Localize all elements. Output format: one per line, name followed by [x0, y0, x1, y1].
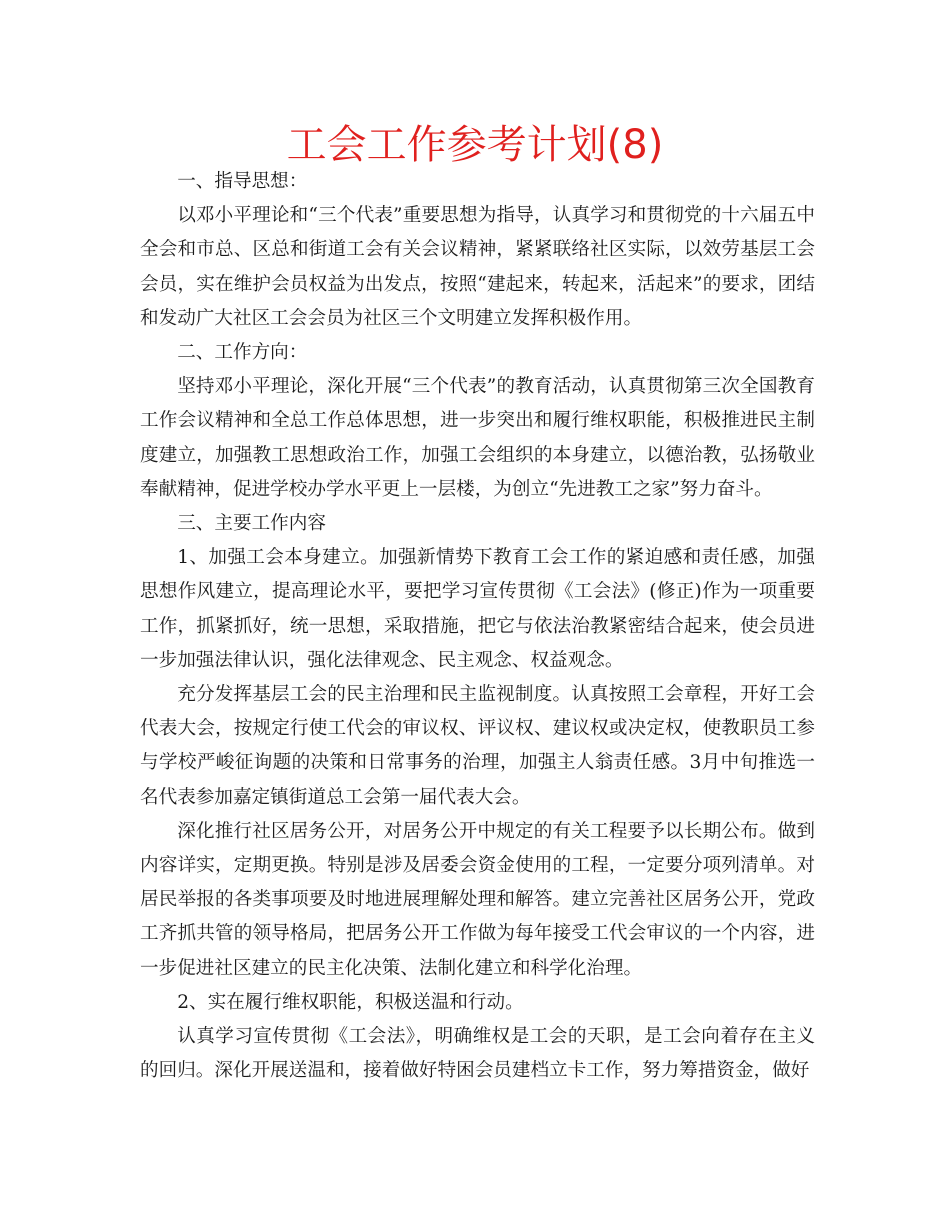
section-heading-main-work: 三、主要工作内容	[177, 513, 326, 535]
section-heading-guiding-thought: 一、指导思想：	[177, 171, 308, 192]
paragraph: 认真学习宣传贯彻《工会法》，明确维权是工会的天职，是工会向着存在主义的回归。深化开展送温和，接着做好特困会员建档立卡工作，努力筹措资金，做好	[140, 1026, 815, 1082]
paragraph: 1、加强工会本身建立。加强新情势下教育工会工作的紧迫感和责任感，加强思想作风建立，提高理论水平，要把学习宣传贯彻《工会法》(修正)作为一项重要工作，抓紧抓好，统一思想，采取措施，把它与依法治教紧密结合起来，使会员进一步加强法律认识，强化法律观念、民主观念、权益观念。	[140, 547, 815, 671]
document-body	[140, 165, 815, 1088]
paragraph: 充分发挥基层工会的民主治理和民主监视制度。认真按照工会章程，开好工会代表大会，按规定行使工代会的审议权、评议权、建议权或决定权，使教职员工参与学校严峻征询题的决策和日常事务的治理，加强主人翁责任感。3月中旬推选一名代表参加嘉定镇街道总工会第一届代表大会。	[140, 684, 815, 808]
subsection-heading: 2、实在履行维权职能，积极送温和行动。	[177, 991, 524, 1013]
paragraph: 深化推行社区居务公开，对居务公开中规定的有关工程要予以长期公布。做到内容详实，定期更换。特别是涉及居委会资金使用的工程，一定要分项列清单。对居民举报的各类事项要及时地进展理解处理和解答。建立完善社区居务公开，党政工齐抓共管的领导格局，把居务公开工作做为每年接受工代会审议的一个内容，进一步促进社区建立的民主化决策、法制化建立和科学化治理。	[140, 820, 815, 979]
paragraph: 以邓小平理论和“三个代表”重要思想为指导，认真学习和贯彻党的十六届五中全会和市总、区总和街道工会有关会议精神，紧紧联络社区实际，以效劳基层工会会员，实在维护会员权益为出发点，按照“建起来，转起来，活起来”的要求，团结和发动广大社区工会会员为社区三个文明建立发挥积极作用。	[140, 205, 815, 329]
paragraph: 坚持邓小平理论，深化开展“三个代表”的教育活动，认真贯彻第三次全国教育工作会议精神和全总工作总体思想，进一步突出和履行维权职能，积极推进民主制度建立，加强教工思想政治工作，加强工会组织的本身建立，以德治教，弘扬敬业奉献精神，促进学校办学水平更上一层楼，为创立“先进教工之家”努力奋斗。	[140, 376, 815, 500]
document-title: 工会工作参考计划(8)	[286, 122, 664, 168]
section-heading-work-direction: 二、工作方向：	[177, 342, 308, 364]
